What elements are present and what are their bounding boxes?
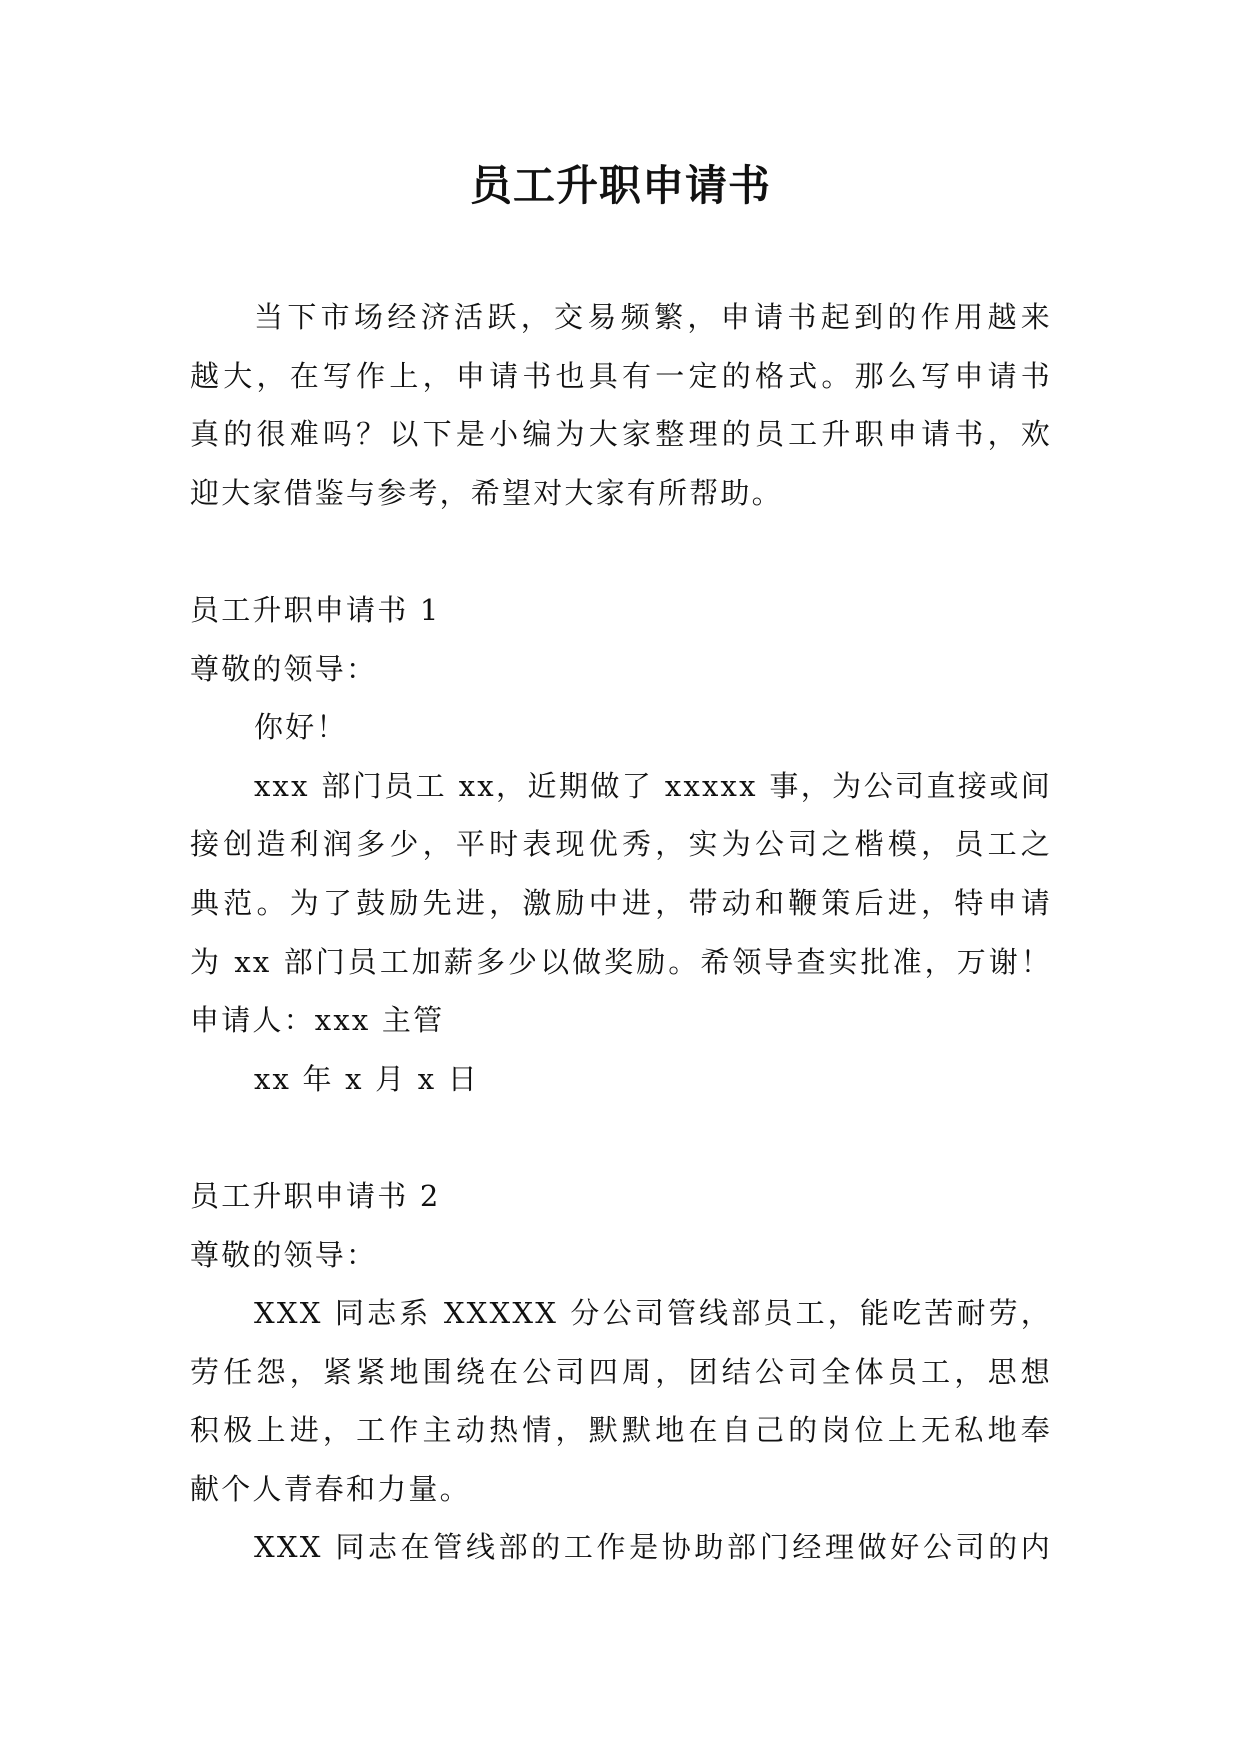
section-heading: 员工升职申请书 1 xyxy=(190,592,441,627)
body-line: 积极上进，工作主动热情，默默地在自己的岗位上无私地奉 xyxy=(190,1413,1052,1448)
body-line: 典范。为了鼓励先进，激励中进，带动和鞭策后进，特申请 xyxy=(190,885,1052,920)
document-title: 员工升职申请书 xyxy=(469,161,771,210)
intro-line: 当下市场经济活跃，交易频繁，申请书起到的作用越来 xyxy=(254,300,1052,334)
salutation: 尊敬的领导： xyxy=(190,1237,378,1272)
body-line: XXX 同志系 XXXXX 分公司管线部员工，能吃苦耐劳， xyxy=(254,1296,1052,1331)
intro-line: 真的很难吗？以下是小编为大家整理的员工升职申请书，欢 xyxy=(190,417,1052,452)
body-line: xxx 部门员工 xx，近期做了 xxxxx 事，为公司直接或间 xyxy=(254,768,1052,803)
date-line: xx 年 x 月 x 日 xyxy=(254,1061,479,1096)
blank-line xyxy=(190,1108,1052,1167)
body-line: 劳任怨，紧紧地围绕在公司四周，团结公司全体员工，思想 xyxy=(190,1354,1052,1389)
applicant-line: 申请人：xxx 主管 xyxy=(190,1003,445,1038)
greeting: 你好！ xyxy=(254,710,348,745)
intro-line: 越大，在写作上，申请书也具有一定的格式。那么写申请书 xyxy=(190,358,1052,393)
body-line: XXX 同志在管线部的工作是协助部门经理做好公司的内 xyxy=(254,1530,1052,1565)
body-line: 为 xx 部门员工加薪多少以做奖励。希领导查实批准，万谢！ xyxy=(190,944,1052,979)
section-2 xyxy=(190,1167,1052,1577)
salutation: 尊敬的领导： xyxy=(190,651,378,686)
document-body xyxy=(190,288,1052,1577)
body-line: 接创造利润多少，平时表现优秀，实为公司之楷模，员工之 xyxy=(190,827,1052,862)
body-line: 献个人青春和力量。 xyxy=(190,1471,471,1506)
blank-line xyxy=(190,522,1052,581)
section-1 xyxy=(190,581,1052,1108)
intro-line: 迎大家借鉴与参考，希望对大家有所帮助。 xyxy=(190,475,783,510)
section-heading: 员工升职申请书 2 xyxy=(190,1178,441,1213)
intro-paragraph xyxy=(190,288,1052,522)
